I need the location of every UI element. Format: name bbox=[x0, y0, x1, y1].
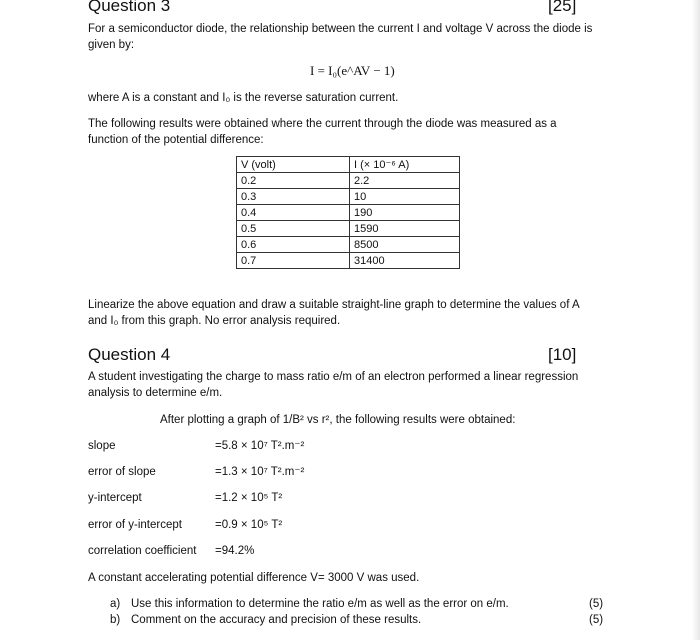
result-label-slope: slope bbox=[88, 440, 116, 452]
current-cell: 190 bbox=[350, 205, 460, 221]
header-voltage: V (volt) bbox=[237, 157, 350, 173]
voltage-cell: 0.4 bbox=[237, 205, 350, 221]
table-row bbox=[237, 189, 460, 205]
table-row bbox=[237, 221, 460, 237]
q4-after-plotting-text: After plotting a graph of 1/B² vs r², the following results were obtained: bbox=[160, 414, 516, 426]
part-b-marks: (5) bbox=[589, 614, 604, 626]
current-cell: 1590 bbox=[350, 221, 460, 237]
voltage-cell: 0.3 bbox=[237, 189, 350, 205]
question-4-title: Question 4 bbox=[88, 345, 171, 364]
question-4-marks: [10] bbox=[548, 345, 577, 364]
current-cell: 31400 bbox=[350, 253, 460, 269]
result-value-error-of-y-intercept: =0.9 × 10⁵ T² bbox=[215, 519, 283, 531]
part-a-text: Use this information to determine the ratio e/m as well as the error on e/m. bbox=[131, 598, 509, 610]
diode-equation: I = I₀(e^AV − 1) bbox=[310, 63, 395, 78]
q3-results-line-2: function of the potential difference: bbox=[88, 134, 264, 146]
question-3-marks: [25] bbox=[548, 0, 577, 15]
diode-data-table bbox=[236, 156, 460, 269]
q4-intro-line-2: analysis to determine e/m. bbox=[88, 387, 223, 399]
table-row bbox=[237, 173, 460, 189]
q3-where-text: where A is a constant and I₀ is the reverse saturation current. bbox=[88, 92, 399, 104]
result-value-y-intercept: =1.2 × 10⁵ T² bbox=[215, 492, 283, 504]
result-label-error-of-y-intercept: error of y-intercept bbox=[88, 519, 182, 531]
table-row bbox=[237, 237, 460, 253]
voltage-cell: 0.5 bbox=[237, 221, 350, 237]
table-row bbox=[237, 253, 460, 269]
q3-intro-line-1: For a semiconductor diode, the relationship between the current I and voltage V across the diode is bbox=[88, 23, 593, 35]
page-edge-shadow bbox=[692, 0, 700, 640]
current-cell: 8500 bbox=[350, 237, 460, 253]
result-value-error-of-slope: =1.3 × 10⁷ T².m⁻² bbox=[215, 466, 305, 478]
q3-results-line-1: The following results were obtained where the current through the diode was measured as a bbox=[88, 118, 557, 130]
q3-linearize-line-1: Linearize the above equation and draw a suitable straight-line graph to determine the values of A bbox=[88, 299, 580, 311]
part-b-letter: b) bbox=[110, 614, 121, 626]
result-value-slope: =5.8 × 10⁷ T².m⁻² bbox=[215, 440, 305, 452]
result-label-error-of-slope: error of slope bbox=[88, 466, 156, 478]
part-b-text: Comment on the accuracy and precision of these results. bbox=[131, 614, 422, 626]
voltage-cell: 0.6 bbox=[237, 237, 350, 253]
current-cell: 2.2 bbox=[350, 173, 460, 189]
header-current: I (× 10⁻⁶ A) bbox=[350, 157, 460, 173]
result-label-y-intercept: y-intercept bbox=[88, 492, 142, 504]
part-a-marks: (5) bbox=[589, 598, 604, 610]
q3-intro-line-2: given by: bbox=[88, 39, 135, 51]
table-header-row bbox=[237, 157, 460, 173]
result-label-correlation-coefficient: correlation coefficient bbox=[88, 545, 197, 557]
part-a-letter: a) bbox=[110, 598, 121, 610]
voltage-cell: 0.7 bbox=[237, 253, 350, 269]
voltage-cell: 0.2 bbox=[237, 173, 350, 189]
result-value-correlation-coefficient: =94.2% bbox=[215, 545, 255, 557]
question-3-title: Question 3 bbox=[88, 0, 171, 15]
q3-linearize-line-2: and I₀ from this graph. No error analysis required. bbox=[88, 315, 341, 327]
q4-potential-text: A constant accelerating potential difference V= 3000 V was used. bbox=[88, 572, 420, 584]
table-row bbox=[237, 205, 460, 221]
q4-intro-line-1: A student investigating the charge to mass ratio e/m of an electron performed a linear regression bbox=[88, 371, 579, 383]
current-cell: 10 bbox=[350, 189, 460, 205]
